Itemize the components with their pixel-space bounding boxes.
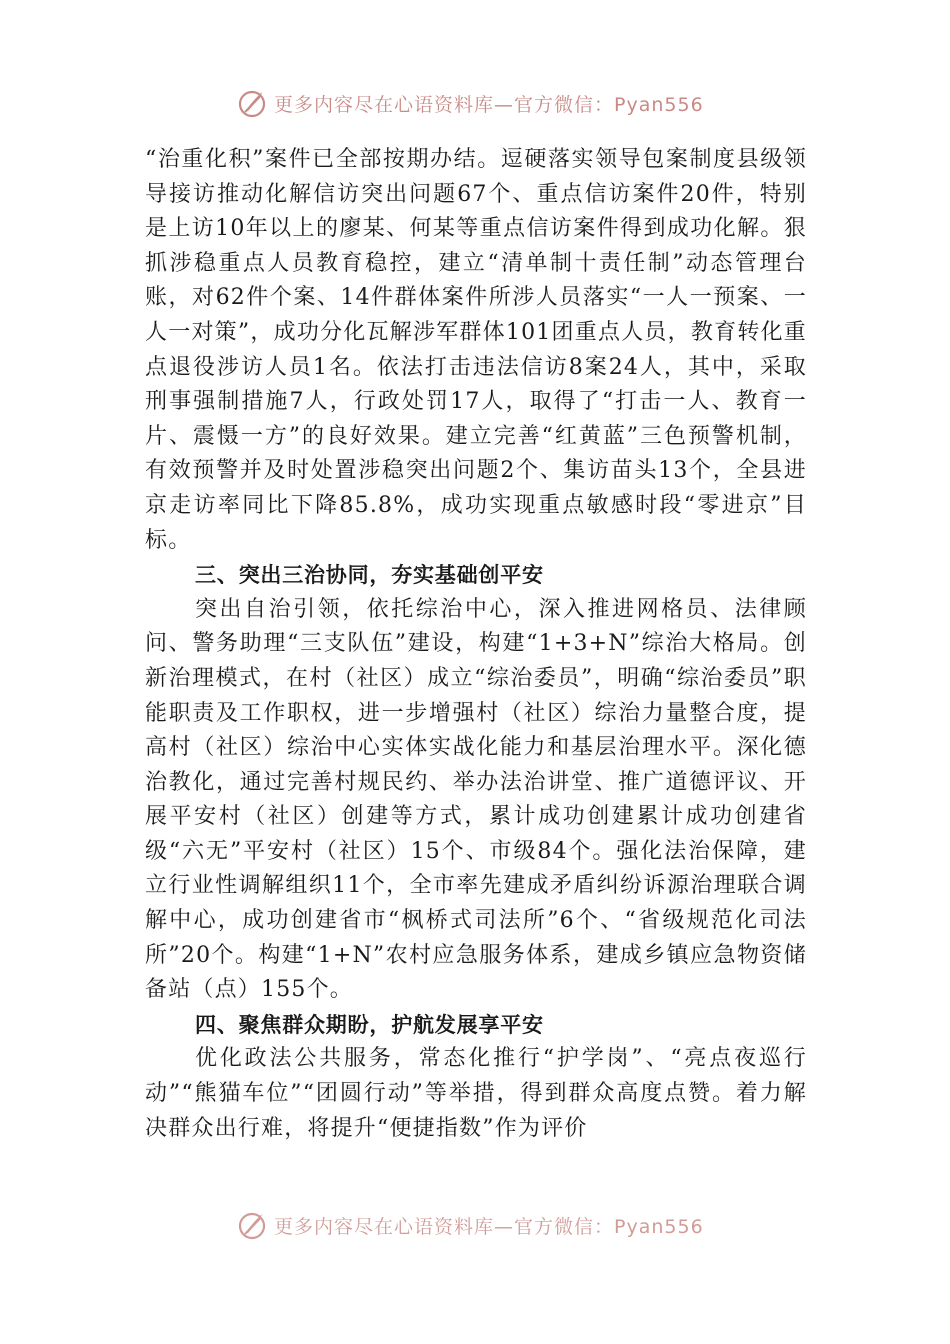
section-paragraph-3: 突出自治引领，依托综治中心，深入推进网格员、法律顾问、警务助理“三支队伍”建设，构建“1+3+N”综治大格局。创新治理模式，在村（社区）成立“综治委员”，明确“综治委员”职能职责及工作职权，进一步增强村（社区）综治力量整合度，提高村（社区）综治中心实体实战化能力和基层治理水平。深化德治教化，通过完善村规民约、举办法治讲堂、推广道德评议、开展平安村（社区）创建等方式，累计成功创建累计成功创建省级“六无”平安村（社区）15个、市级84个。强化法治保障，建立行业性调解组织11个，全市率先建成矛盾纠纷诉源治理联合调解中心，成功创建省市“枫桥式司法所”6个、“省级规范化司法所”20个。构建“1+N”农村应急服务体系，建成乡镇应急物资储备站（点）155个。 (145, 596, 807, 1003)
watermark-text: 更多内容尽在心语资料库—官方微信：Pyan556 (274, 1215, 704, 1238)
section-heading-4: 四、聚焦群众期盼，护航发展享平安 (195, 1012, 544, 1037)
document-body (145, 143, 807, 1146)
pen-logo-icon (236, 86, 270, 120)
pen-logo-icon (236, 1208, 270, 1242)
section-heading-3: 三、突出三治协同，夯实基础创平安 (195, 563, 544, 588)
watermark-text: 更多内容尽在心语资料库—官方微信：Pyan556 (274, 93, 704, 116)
watermark-footer (236, 1208, 704, 1242)
section-paragraph-4: 优化政法公共服务，常态化推行“护学岗”、“亮点夜巡行动”“熊猫车位”“团圆行动”等举措，得到群众高度点赞。着力解决群众出行难，将提升“便捷指数”作为评价 (145, 1046, 807, 1141)
watermark-header (236, 86, 704, 120)
continuation-paragraph: “治重化积”案件已全部按期办结。逗硬落实领导包案制度县级领导接访推动化解信访突出问题67个、重点信访案件20件，特别是上访10年以上的廖某、何某等重点信访案件得到成功化解。狠抓涉稳重点人员教育稳控，建立“清单制十责任制”动态管理台账，对62件个案、14件群体案件所涉人员落实“一人一预案、一人一对策”，成功分化瓦解涉军群体101团重点人员，教育转化重点退役涉访人员1名。依法打击违法信访8案24人，其中，采取刑事强制措施7人，行政处罚17人，取得了“打击一人、教育一片、震慑一方”的良好效果。建立完善“红黄蓝”三色预警机制，有效预警并及时处置涉稳突出问题2个、集访苗头13个，全县进京走访率同比下降85.8%，成功实现重点敏感时段“零进京”目标。 (145, 147, 807, 553)
